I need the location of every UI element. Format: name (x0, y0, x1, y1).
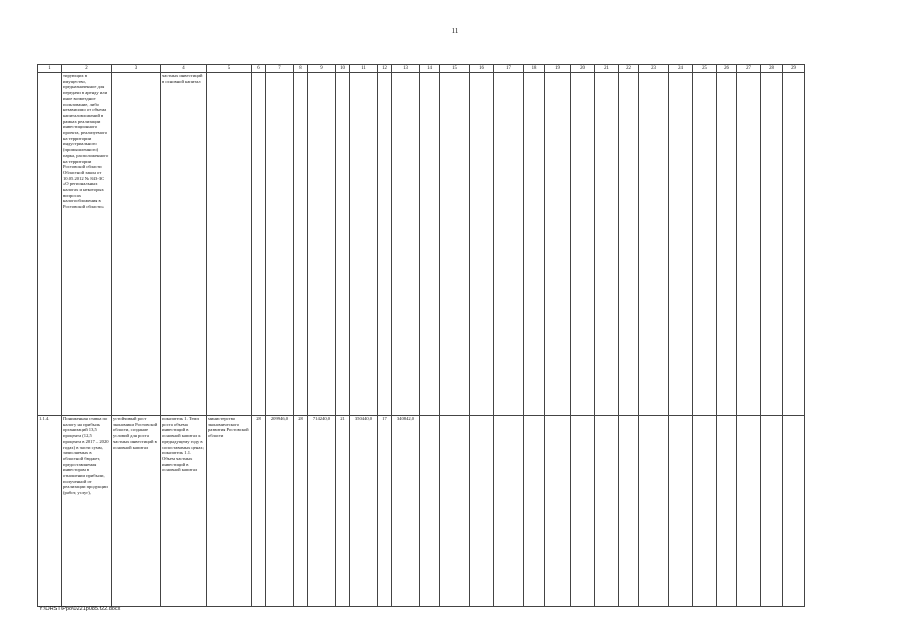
page-number: 11 (451, 27, 459, 35)
table-row (38, 416, 805, 607)
col-header: 26 (717, 65, 737, 73)
cell-empty (717, 73, 737, 416)
cell-indicator: показатель 1. Темп роста объема инвестиций в основной капитал к предыдущему году в сопоставимых ценах; показатель 1.1. Объем частных инвестиций в основной капитал (161, 416, 207, 607)
cell-empty (420, 416, 440, 607)
col-header: 9 (308, 65, 336, 73)
cell-goal: устойчивый рост экономики Ростовской области, создание условий для роста частных инвестиций в основной капитал (112, 416, 161, 607)
header-row (38, 65, 805, 73)
col-header: 11 (350, 65, 378, 73)
cell-empty (669, 416, 693, 607)
col-header: 25 (693, 65, 717, 73)
cell-empty (494, 73, 524, 416)
col-header: 24 (669, 65, 693, 73)
col-header: 21 (595, 65, 619, 73)
cell-empty (639, 73, 669, 416)
cell-empty (440, 416, 470, 607)
cell-curator (207, 73, 252, 416)
cell-empty (761, 73, 783, 416)
cell-value: 340842,0 (392, 416, 420, 607)
col-header: 19 (545, 65, 571, 73)
data-table (37, 64, 805, 607)
cell-indicator: частных инвестиций в основной капитал (161, 73, 207, 416)
cell-value (392, 73, 420, 416)
cell-empty (440, 73, 470, 416)
cell-value: 17 (378, 416, 392, 607)
col-header: 1 (38, 65, 62, 73)
col-header: 2 (62, 65, 112, 73)
cell-empty (524, 73, 545, 416)
col-header: 7 (266, 65, 294, 73)
cell-value (294, 73, 308, 416)
cell-empty (619, 73, 639, 416)
cell-value: 209946,0 (266, 416, 294, 607)
col-header: 14 (420, 65, 440, 73)
cell-number: 1.1.4. (38, 416, 62, 607)
col-header: 29 (783, 65, 805, 73)
cell-goal (112, 73, 161, 416)
col-header: 12 (378, 65, 392, 73)
cell-value (266, 73, 294, 416)
cell-name: тирующих в имущество, предназначенное для передачи в аренду или иное возмездное пользование, либо независимо от объема капиталовложений в рамках реализации инвестиционного проекта, реализуемого на территории индустриального (промышленного) парка, расположенного на территории Ростовской области Областной закон от 10.05.2012 № 843-ЗС «О региональных налогах и некоторых вопросах налогообложения в Ростовской области» (62, 73, 112, 416)
col-header: 5 (207, 65, 252, 73)
cell-number (38, 73, 62, 416)
col-header: 8 (294, 65, 308, 73)
file-path-footer: Y:\ORST\Ppo\0221p085.f22.docx (39, 606, 121, 612)
cell-empty (693, 73, 717, 416)
cell-empty (783, 416, 805, 607)
cell-empty (420, 73, 440, 416)
cell-name: Пониженная ставка по налогу на прибыль организаций 13,5 процента (12,5 процента в 2017 – 2020 годах) в части сумм, зачисляемых в областной бюджет, предоставляемая инвесторам в отношении прибыли, полученной от реализации продукции (работ, услуг), (62, 416, 112, 607)
cell-value: 28 (252, 416, 266, 607)
cell-empty (693, 416, 717, 607)
cell-value: 714240,0 (308, 416, 336, 607)
cell-empty (524, 416, 545, 607)
col-header: 3 (112, 65, 161, 73)
cell-value (350, 73, 378, 416)
col-header: 16 (470, 65, 494, 73)
cell-empty (545, 416, 571, 607)
col-header: 6 (252, 65, 266, 73)
col-header: 27 (737, 65, 761, 73)
cell-empty (470, 416, 494, 607)
table-row (38, 73, 805, 416)
col-header: 18 (524, 65, 545, 73)
cell-empty (619, 416, 639, 607)
cell-empty (737, 73, 761, 416)
col-header: 10 (336, 65, 350, 73)
col-header: 22 (619, 65, 639, 73)
cell-empty (571, 416, 595, 607)
cell-value (336, 73, 350, 416)
cell-empty (761, 416, 783, 607)
cell-empty (470, 73, 494, 416)
cell-value (252, 73, 266, 416)
cell-empty (717, 416, 737, 607)
cell-empty (545, 73, 571, 416)
col-header: 28 (761, 65, 783, 73)
col-header: 23 (639, 65, 669, 73)
col-header: 15 (440, 65, 470, 73)
cell-empty (571, 73, 595, 416)
cell-curator: министерство экономического развития Ростовской области (207, 416, 252, 607)
col-header: 17 (494, 65, 524, 73)
cell-empty (737, 416, 761, 607)
cell-empty (595, 416, 619, 607)
cell-empty (494, 416, 524, 607)
cell-value: 350440,0 (350, 416, 378, 607)
cell-value (308, 73, 336, 416)
col-header: 4 (161, 65, 207, 73)
cell-value: 21 (336, 416, 350, 607)
col-header: 13 (392, 65, 420, 73)
cell-value (378, 73, 392, 416)
cell-empty (639, 416, 669, 607)
cell-empty (595, 73, 619, 416)
cell-value: 28 (294, 416, 308, 607)
cell-empty (783, 73, 805, 416)
col-header: 20 (571, 65, 595, 73)
cell-empty (669, 73, 693, 416)
